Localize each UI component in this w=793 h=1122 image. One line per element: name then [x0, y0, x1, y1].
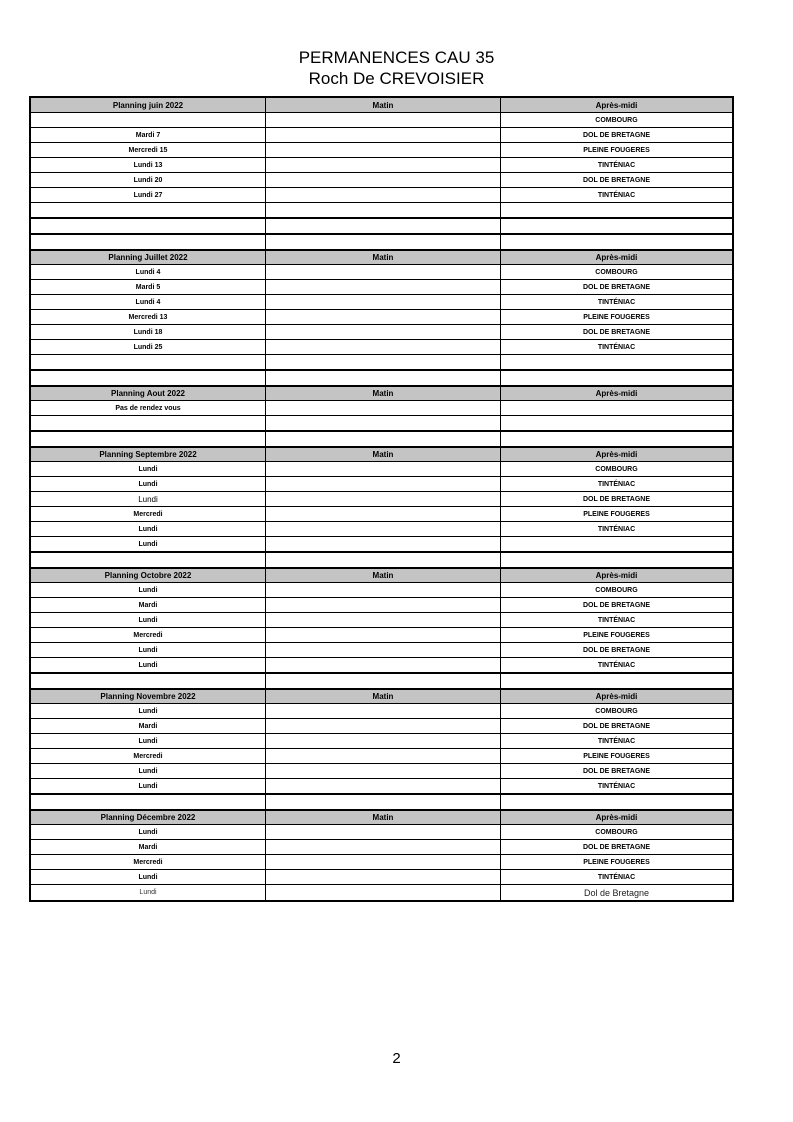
day-cell: Mercredi — [31, 855, 266, 869]
day-cell — [31, 235, 266, 249]
matin-cell — [266, 583, 501, 597]
day-cell — [31, 416, 266, 430]
day-cell: Lundi 20 — [31, 173, 266, 187]
table-row — [31, 870, 732, 885]
apres-midi-cell: TINTÉNIAC — [597, 737, 636, 745]
day-cell — [31, 203, 266, 217]
table-row — [31, 113, 732, 128]
table-row — [31, 203, 732, 219]
apres-midi-cell: TINTÉNIAC — [597, 343, 636, 351]
day-cell: Lundi — [31, 477, 266, 491]
day-cell — [31, 219, 266, 233]
apres-midi-cell — [501, 537, 732, 551]
matin-cell — [266, 280, 501, 294]
planning-table — [29, 96, 734, 902]
day-cell: Lundi — [31, 643, 266, 657]
apres-midi-cell: DOL DE BRETAGNE — [582, 646, 651, 654]
day-cell: Lundi — [31, 583, 266, 597]
table-row — [31, 310, 732, 325]
apres-midi-cell — [501, 795, 732, 809]
apres-midi-cell: TINTÉNIAC — [597, 873, 636, 881]
day-cell: Lundi 25 — [31, 340, 266, 354]
table-row — [31, 325, 732, 340]
day-cell: Lundi — [31, 613, 266, 627]
column-header-matin: Matin — [266, 251, 501, 264]
matin-cell — [266, 658, 501, 672]
apres-midi-cell — [501, 235, 732, 249]
table-row — [31, 173, 732, 188]
table-row — [31, 795, 732, 810]
section-header-row — [31, 386, 732, 401]
section-heading: Planning Octobre 2022 — [31, 569, 266, 582]
matin-cell — [266, 113, 501, 127]
apres-midi-cell: DOL DE BRETAGNE — [582, 843, 651, 851]
matin-cell — [266, 537, 501, 551]
table-row — [31, 583, 732, 598]
table-row — [31, 295, 732, 310]
matin-cell — [266, 628, 501, 642]
section-header-row — [31, 98, 732, 113]
document-subtitle: Roch De CREVOISIER — [308, 69, 485, 88]
matin-cell — [266, 598, 501, 612]
apres-midi-cell — [501, 371, 732, 385]
table-row — [31, 355, 732, 371]
column-header-matin: Matin — [266, 448, 501, 461]
apres-midi-cell — [501, 219, 732, 233]
matin-cell — [266, 219, 501, 233]
apres-midi-cell — [501, 432, 732, 446]
day-cell: Mercredi — [31, 749, 266, 763]
matin-cell — [266, 355, 501, 369]
section-heading: Planning Septembre 2022 — [31, 448, 266, 461]
column-header-apres-midi: Après-midi — [595, 450, 638, 459]
table-row — [31, 598, 732, 613]
table-row — [31, 143, 732, 158]
table-row — [31, 280, 732, 295]
day-cell: Lundi — [31, 885, 266, 900]
day-cell: Lundi — [31, 492, 266, 506]
matin-cell — [266, 235, 501, 249]
table-row — [31, 235, 732, 250]
apres-midi-cell: TINTÉNIAC — [597, 191, 636, 199]
apres-midi-cell: COMBOURG — [595, 828, 638, 836]
apres-midi-cell: PLEINE FOUGERES — [583, 510, 650, 518]
section-header-row — [31, 447, 732, 462]
day-cell: Pas de rendez vous — [31, 401, 266, 415]
matin-cell — [266, 371, 501, 385]
table-row — [31, 265, 732, 280]
table-row — [31, 704, 732, 719]
day-cell — [31, 553, 266, 567]
matin-cell — [266, 507, 501, 521]
day-cell: Lundi 13 — [31, 158, 266, 172]
section-header-row — [31, 810, 732, 825]
day-cell: Lundi — [31, 779, 266, 793]
day-cell: Lundi — [31, 522, 266, 536]
apres-midi-cell: COMBOURG — [595, 116, 638, 124]
table-row — [31, 825, 732, 840]
section-header-row — [31, 568, 732, 583]
table-row — [31, 855, 732, 870]
matin-cell — [266, 265, 501, 279]
document-title: PERMANENCES CAU 35 — [298, 48, 495, 67]
day-cell: Mercredi 13 — [31, 310, 266, 324]
matin-cell — [266, 795, 501, 809]
table-row — [31, 188, 732, 203]
apres-midi-cell — [501, 553, 732, 567]
section-heading: Planning Décembre 2022 — [31, 811, 266, 824]
apres-midi-cell: DOL DE BRETAGNE — [582, 601, 651, 609]
matin-cell — [266, 840, 501, 854]
apres-midi-cell: PLEINE FOUGERES — [583, 631, 650, 639]
apres-midi-cell: TINTÉNIAC — [597, 782, 636, 790]
matin-cell — [266, 492, 501, 506]
matin-cell — [266, 188, 501, 202]
day-cell: Lundi 4 — [31, 295, 266, 309]
matin-cell — [266, 643, 501, 657]
table-row — [31, 674, 732, 689]
apres-midi-cell: TINTÉNIAC — [597, 661, 636, 669]
table-row — [31, 219, 732, 235]
apres-midi-cell: TINTÉNIAC — [597, 525, 636, 533]
matin-cell — [266, 462, 501, 476]
matin-cell — [266, 764, 501, 778]
apres-midi-cell — [501, 401, 732, 415]
table-row — [31, 340, 732, 355]
day-cell: Lundi 27 — [31, 188, 266, 202]
matin-cell — [266, 553, 501, 567]
matin-cell — [266, 825, 501, 839]
day-cell: Mercredi — [31, 628, 266, 642]
day-cell — [31, 795, 266, 809]
table-row — [31, 507, 732, 522]
day-cell — [31, 113, 266, 127]
day-cell — [31, 355, 266, 369]
table-row — [31, 613, 732, 628]
matin-cell — [266, 128, 501, 142]
column-header-apres-midi: Après-midi — [595, 571, 638, 580]
day-cell: Lundi — [31, 704, 266, 718]
section-heading: Planning Juillet 2022 — [31, 251, 266, 264]
day-cell: Mercredi — [31, 507, 266, 521]
day-cell — [31, 674, 266, 688]
matin-cell — [266, 401, 501, 415]
matin-cell — [266, 295, 501, 309]
column-header-apres-midi: Après-midi — [595, 813, 638, 822]
apres-midi-cell: COMBOURG — [595, 586, 638, 594]
section-heading: Planning Novembre 2022 — [31, 690, 266, 703]
column-header-apres-midi: Après-midi — [595, 692, 638, 701]
section-heading: Planning Aout 2022 — [31, 387, 266, 400]
table-row — [31, 734, 732, 749]
apres-midi-cell — [501, 355, 732, 369]
apres-midi-cell: PLEINE FOUGERES — [583, 146, 650, 154]
table-row — [31, 628, 732, 643]
column-header-apres-midi: Après-midi — [595, 253, 638, 262]
column-header-apres-midi: Après-midi — [595, 389, 638, 398]
day-cell: Lundi 18 — [31, 325, 266, 339]
matin-cell — [266, 416, 501, 430]
apres-midi-cell: DOL DE BRETAGNE — [582, 283, 651, 291]
day-cell: Mardi — [31, 719, 266, 733]
matin-cell — [266, 719, 501, 733]
table-row — [31, 371, 732, 386]
table-row — [31, 885, 732, 900]
matin-cell — [266, 613, 501, 627]
day-cell: Lundi — [31, 825, 266, 839]
matin-cell — [266, 310, 501, 324]
page-number: 2 — [392, 1050, 401, 1067]
apres-midi-cell — [501, 674, 732, 688]
apres-midi-cell: DOL DE BRETAGNE — [582, 767, 651, 775]
matin-cell — [266, 870, 501, 884]
table-row — [31, 477, 732, 492]
day-cell: Lundi — [31, 734, 266, 748]
section-heading: Planning juin 2022 — [31, 98, 266, 112]
column-header-matin: Matin — [266, 690, 501, 703]
day-cell — [31, 432, 266, 446]
column-header-matin: Matin — [266, 98, 501, 112]
table-row — [31, 416, 732, 432]
apres-midi-cell: TINTÉNIAC — [597, 480, 636, 488]
apres-midi-cell: DOL DE BRETAGNE — [582, 495, 651, 503]
apres-midi-cell: COMBOURG — [595, 268, 638, 276]
apres-midi-cell: PLEINE FOUGERES — [583, 752, 650, 760]
apres-midi-cell: PLEINE FOUGERES — [583, 313, 650, 321]
table-row — [31, 840, 732, 855]
table-row — [31, 128, 732, 143]
table-row — [31, 553, 732, 568]
apres-midi-cell: DOL DE BRETAGNE — [582, 722, 651, 730]
matin-cell — [266, 173, 501, 187]
day-cell: Mardi 5 — [31, 280, 266, 294]
apres-midi-cell — [501, 416, 732, 430]
matin-cell — [266, 734, 501, 748]
apres-midi-cell: PLEINE FOUGERES — [583, 858, 650, 866]
day-cell: Lundi — [31, 537, 266, 551]
day-cell: Lundi — [31, 658, 266, 672]
apres-midi-cell: TINTÉNIAC — [597, 161, 636, 169]
matin-cell — [266, 158, 501, 172]
table-row — [31, 719, 732, 734]
matin-cell — [266, 432, 501, 446]
table-row — [31, 462, 732, 477]
column-header-matin: Matin — [266, 569, 501, 582]
matin-cell — [266, 325, 501, 339]
day-cell — [31, 371, 266, 385]
column-header-matin: Matin — [266, 811, 501, 824]
table-row — [31, 658, 732, 674]
table-row — [31, 764, 732, 779]
matin-cell — [266, 143, 501, 157]
column-header-apres-midi: Après-midi — [595, 100, 638, 110]
matin-cell — [266, 203, 501, 217]
matin-cell — [266, 749, 501, 763]
apres-midi-cell — [501, 203, 732, 217]
apres-midi-cell: COMBOURG — [595, 465, 638, 473]
apres-midi-cell: TINTÉNIAC — [597, 616, 636, 624]
apres-midi-cell: TINTÉNIAC — [597, 298, 636, 306]
table-row — [31, 643, 732, 658]
day-cell: Lundi 4 — [31, 265, 266, 279]
matin-cell — [266, 674, 501, 688]
matin-cell — [266, 477, 501, 491]
table-row — [31, 537, 732, 553]
day-cell: Lundi — [31, 764, 266, 778]
day-cell: Lundi — [31, 870, 266, 884]
matin-cell — [266, 885, 501, 900]
apres-midi-cell: DOL DE BRETAGNE — [582, 131, 651, 139]
day-cell: Lundi — [31, 462, 266, 476]
table-row — [31, 401, 732, 416]
table-row — [31, 158, 732, 173]
table-row — [31, 432, 732, 447]
matin-cell — [266, 855, 501, 869]
table-row — [31, 492, 732, 507]
matin-cell — [266, 704, 501, 718]
column-header-matin: Matin — [266, 387, 501, 400]
table-row — [31, 779, 732, 795]
day-cell: Mardi — [31, 840, 266, 854]
matin-cell — [266, 340, 501, 354]
matin-cell — [266, 522, 501, 536]
day-cell: Mardi 7 — [31, 128, 266, 142]
apres-midi-cell: Dol de Bretagne — [583, 887, 650, 898]
day-cell: Mardi — [31, 598, 266, 612]
apres-midi-cell: DOL DE BRETAGNE — [582, 176, 651, 184]
section-header-row — [31, 689, 732, 704]
section-header-row — [31, 250, 732, 265]
apres-midi-cell: COMBOURG — [595, 707, 638, 715]
table-row — [31, 522, 732, 537]
day-cell: Mercredi 15 — [31, 143, 266, 157]
matin-cell — [266, 779, 501, 793]
table-row — [31, 749, 732, 764]
apres-midi-cell: DOL DE BRETAGNE — [582, 328, 651, 336]
